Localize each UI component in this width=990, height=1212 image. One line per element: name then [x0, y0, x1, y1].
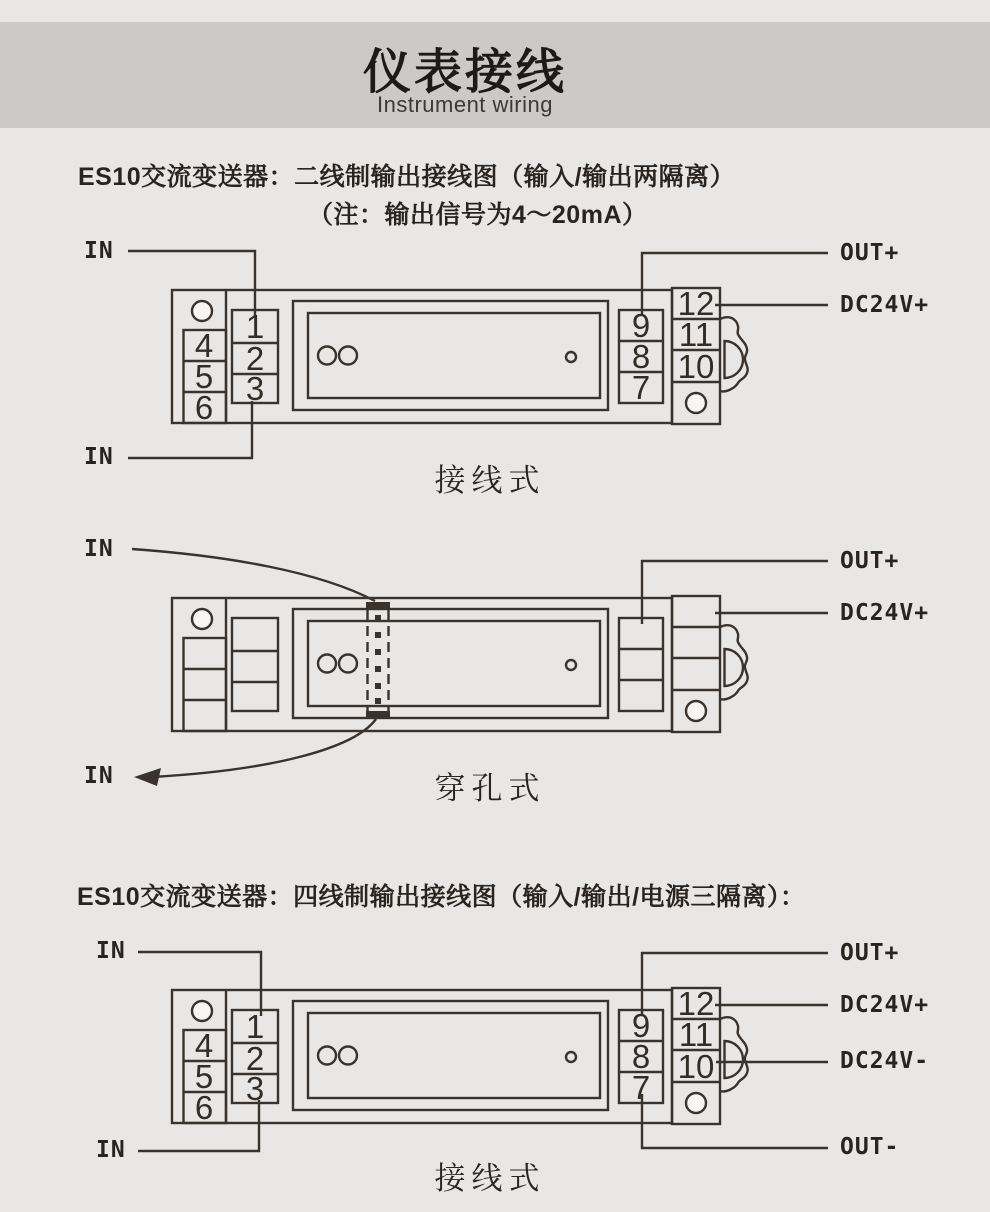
terminal-6: 6: [194, 1089, 214, 1126]
d1-out-plus-wire: [642, 253, 828, 316]
terminal-12: 12: [677, 985, 715, 1022]
d1-dc24v-plus-label: DC24V+: [840, 292, 930, 318]
d2-in-top-label: IN: [84, 536, 114, 562]
section-heading-four-wire: ES10交流变送器：四线制输出接线图（输入/输出/电源三隔离）：: [77, 883, 806, 911]
terminal-7: 7: [631, 369, 651, 406]
hole-center-dots: [375, 615, 381, 704]
d2-through-hole-channel: [366, 602, 390, 719]
terminal-4: 4: [194, 327, 214, 364]
terminal-4: 4: [194, 1027, 214, 1064]
d1-in-bottom-label: IN: [84, 444, 114, 470]
terminal-11: 11: [678, 1016, 714, 1053]
d2-dc24v-plus-label: DC24V+: [840, 600, 930, 626]
d1-terminal-numbers: [195, 285, 715, 426]
page-title: 仪表接线: [362, 46, 567, 99]
d1-out-plus-label: OUT+: [840, 240, 900, 266]
section-note-output-signal: （注：输出信号为4～20mA）: [308, 201, 648, 229]
section-heading-two-wire: ES10交流变送器：二线制输出接线图（输入/输出两隔离）: [78, 163, 736, 191]
terminal-9: 9: [631, 1007, 651, 1044]
d3-out-plus-label: OUT+: [840, 940, 900, 966]
d2-arrowhead: [134, 768, 161, 786]
terminal-1: 1: [245, 1008, 265, 1045]
page-subtitle: Instrument wiring: [376, 92, 553, 117]
d2-in-bottom-wire: [152, 719, 376, 777]
d3-caption: 接线式: [434, 1161, 546, 1196]
d1-in-top-label: IN: [84, 238, 114, 264]
d3-in-top-label: IN: [96, 938, 126, 964]
terminal-10: 10: [677, 1048, 715, 1085]
d3-in-bottom-label: IN: [96, 1137, 126, 1163]
d3-dc24v-minus-label: DC24V-: [840, 1048, 930, 1074]
terminal-7: 7: [631, 1069, 651, 1106]
terminal-8: 8: [631, 338, 651, 375]
d2-out-plus-wire: [642, 561, 828, 624]
terminal-5: 5: [194, 1058, 214, 1095]
hole-top-cap: [366, 602, 390, 610]
d1-caption: 接线式: [434, 463, 546, 498]
terminal-8: 8: [631, 1038, 651, 1075]
d3-out-minus-label: OUT-: [840, 1134, 900, 1160]
terminal-5: 5: [194, 358, 214, 395]
d2-module-outline: [172, 596, 748, 732]
d1-in-bottom-wire: [128, 401, 252, 458]
d2-caption: 穿孔式: [434, 771, 546, 806]
d3-out-minus-wire: [642, 1094, 828, 1148]
hole-bottom-cap: [366, 711, 390, 719]
terminal-3: 3: [245, 1070, 265, 1107]
terminal-1: 1: [245, 308, 265, 345]
terminal-2: 2: [245, 1040, 265, 1077]
terminal-12: 12: [677, 285, 715, 322]
terminal-11: 11: [678, 316, 714, 353]
terminal-2: 2: [245, 340, 265, 377]
terminal-3: 3: [245, 370, 265, 407]
d1-in-top-wire: [128, 251, 255, 316]
terminal-10: 10: [677, 348, 715, 385]
d2-in-top-wire: [132, 549, 375, 601]
d3-dc24v-plus-label: DC24V+: [840, 992, 930, 1018]
d2-out-plus-label: OUT+: [840, 548, 900, 574]
terminal-6: 6: [194, 389, 214, 426]
d3-terminal-numbers: [195, 985, 715, 1126]
d3-out-plus-wire: [642, 953, 828, 1016]
d2-in-bottom-label: IN: [84, 763, 114, 789]
terminal-9: 9: [631, 307, 651, 344]
